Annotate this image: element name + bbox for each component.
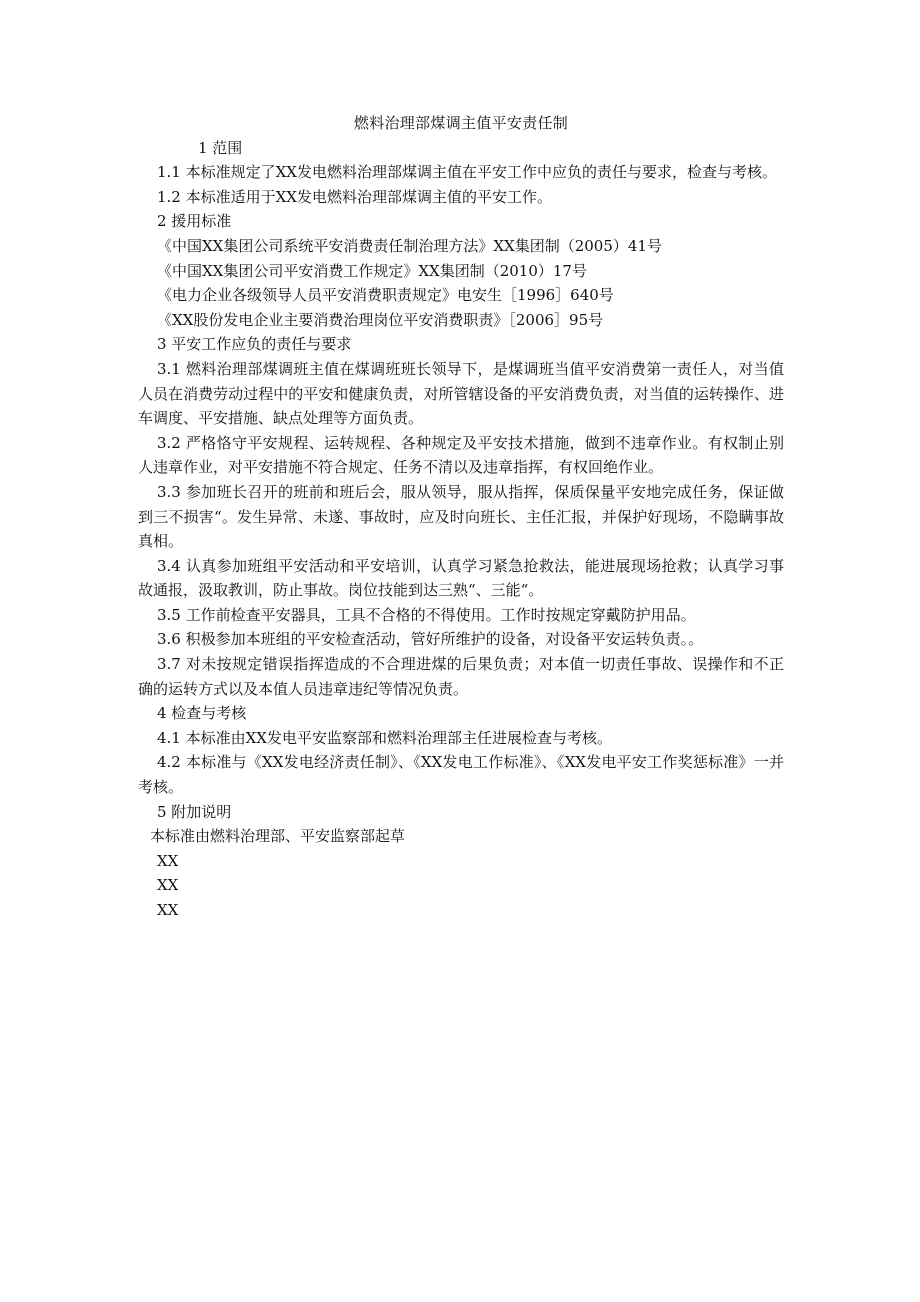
section-heading: 2 援用标准: [157, 212, 232, 231]
signature-line: XX: [157, 876, 179, 895]
paragraph: 3.6 积极参加本班组的平安检查活动，管好所维护的设备，对设备平安运转负责。。: [157, 630, 704, 649]
document-body: [138, 111, 784, 923]
paragraph: 4.2 本标准与《XX发电经济责任制》、《XX发电工作标准》、《XX发电平安工作奖惩标准》一并考核。: [138, 753, 784, 797]
paragraph: 1.2 本标准适用于XX发电燃料治理部煤调主值的平安工作。: [157, 187, 552, 206]
paragraph: 3.4 认真参加班组平安活动和平安培训，认真学习紧急抢救法，能进展现场抢救；认真学习事故通报，汲取教训，防止事故。岗位技能到达三熟“、三能“。: [138, 556, 784, 600]
reference-item: 《XX股份发电企业主要消费治理岗位平安消费职责》［2006］95号: [157, 310, 604, 329]
paragraph: 1.1 本标准规定了XX发电燃料治理部煤调主值在平安工作中应负的责任与要求，检查与考核。: [157, 163, 777, 182]
section-heading: 3 平安工作应负的责任与要求: [157, 335, 352, 354]
signature-line: XX: [157, 901, 179, 919]
paragraph: 4.1 本标准由XX发电平安监察部和燃料治理部主任进展检查与考核。: [157, 728, 612, 747]
reference-item: 《中国XX集团公司系统平安消费责任制治理方法》XX集团制（2005）41号: [157, 236, 662, 255]
paragraph: 3.3 参加班长召开的班前和班后会，服从领导，服从指挥，保质保量平安地完成任务，保证做到三不损害“。发生异常、未遂、事故时，应及时向班长、主任汇报，并保护好现场，不隐瞒事故真相。: [138, 482, 784, 551]
paragraph: 3.5 工作前检查平安器具，工具不合格的不得使用。工作时按规定穿戴防护用品。: [157, 605, 696, 624]
reference-item: 《中国XX集团公司平安消费工作规定》XX集团制（2010）17号: [157, 261, 587, 280]
paragraph: 3.7 对未按规定错误指挥造成的不合理进煤的后果负责；对本值一切责任事故、误操作和不正确的运转方式以及本值人员违章违纪等情况负责。: [138, 655, 784, 698]
signature-line: XX: [157, 851, 179, 870]
reference-item: 《电力企业各级领导人员平安消费职责规定》电安生［1996］640号: [157, 286, 614, 305]
section-heading: 5 附加说明: [157, 802, 232, 821]
paragraph: 本标准由燃料治理部、平安监察部起草: [150, 827, 406, 846]
document-title: 燃料治理部煤调主值平安责任制: [353, 114, 569, 132]
section-heading: 4 检查与考核: [157, 704, 247, 723]
section-heading: 1 范围: [198, 138, 243, 157]
paragraph: 3.1 燃料治理部煤调班主值在煤调班班长领导下，是煤调班当值平安消费第一责任人，对当值人员在消费劳动过程中的平安和健康负责，对所管辖设备的平安消费负责，对当值的运转操作、进车调度、平安措施、缺点处理等方面负责。: [138, 359, 784, 428]
paragraph: 3.2 严格恪守平安规程、运转规程、各种规定及平安技术措施，做到不违章作业。有权制止别人违章作业，对平安措施不符合规定、任务不清以及违章指挥，有权回绝作业。: [138, 433, 784, 477]
